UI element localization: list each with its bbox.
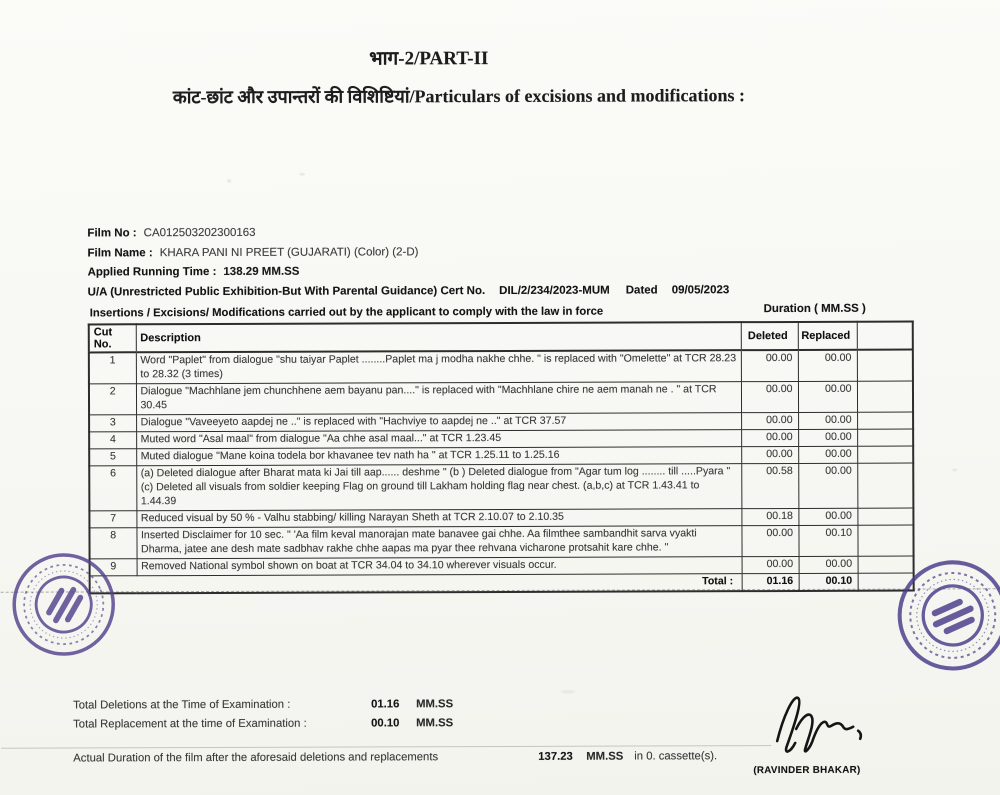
total-deletions-unit: MM.SS [416, 698, 454, 711]
actual-duration-unit: MM.SS [586, 750, 624, 763]
blank-cell [857, 463, 913, 508]
col-header-description: Description [136, 322, 741, 352]
total-replacement-unit: MM.SS [416, 717, 454, 730]
cut-number-cell: 1 [89, 352, 136, 384]
deleted-cell: 00.00 [741, 429, 798, 446]
table-caption: Insertions / Excisions/ Modifications carried out by the applicant to comply with the law in force [89, 305, 604, 320]
deleted-cell: 00.58 [741, 463, 798, 508]
description-cell: Muted word "Asal maal" from dialogue "Aa chhe asal maal..." at TCR 1.23.45 [136, 430, 741, 449]
description-cell: Removed National symbol shown on boat at TCR 34.04 to 34.10 wherever visuals occur. [137, 556, 742, 575]
description-cell: Reduced visual by 50 % - Valhu stabbing/ killing Narayan Sheth at TCR 2.10.07 to 2.10.35 [136, 508, 741, 527]
actual-duration-label: Actual Duration of the film after the aforesaid deletions and replacements [73, 751, 439, 765]
total-deletions-line [73, 698, 573, 719]
scan-noise-speck [952, 468, 957, 471]
total-label: Total : [90, 573, 742, 593]
page-title [0, 43, 859, 72]
cut-number-cell: 9 [90, 558, 137, 575]
col-header-blank [857, 322, 913, 350]
table-row [89, 350, 913, 384]
col-header-cut-no: Cut No. [89, 324, 136, 352]
totals-block [73, 698, 573, 738]
scan-noise-speck [299, 173, 305, 176]
replaced-cell: 00.00 [798, 508, 857, 525]
replaced-cell: 00.00 [798, 412, 857, 429]
cuts-table [88, 321, 915, 594]
deleted-cell: 00.00 [741, 381, 798, 412]
blank-cell [857, 350, 913, 382]
deleted-cell: 00.18 [741, 508, 798, 525]
col-header-replaced: Replaced [798, 322, 857, 350]
blank-cell [857, 412, 913, 429]
cut-number-cell: 8 [89, 527, 136, 558]
deleted-cell: 00.00 [742, 556, 799, 573]
total-deletions-label: Total Deletions at the Time of Examination : [73, 698, 291, 712]
cert-date-value: 09/05/2023 [671, 283, 730, 297]
signature-icon [763, 689, 873, 755]
total-replaced-value: 00.10 [799, 573, 858, 591]
total-replacement-line [73, 717, 573, 738]
description-cell: Dialogue "Machhlane jem chunchhene aem bayanu pan...." is replaced with "Machhlane chire ne aem manah ne . " at TCR 30.45 [136, 382, 741, 415]
blank-cell [857, 525, 913, 556]
table-row [89, 381, 913, 415]
actual-duration-cassette: in 0. cassette(s). [634, 750, 718, 763]
deleted-cell: 00.00 [741, 446, 798, 463]
scan-noise-speck [561, 690, 575, 694]
replaced-cell: 00.00 [798, 350, 857, 382]
table-row [89, 463, 913, 511]
cert-no-value: DIL/2/234/2023-MUM [499, 284, 610, 297]
page-subtitle [0, 83, 919, 110]
replaced-cell: 00.00 [798, 446, 857, 463]
replaced-cell: 00.00 [798, 463, 857, 508]
deleted-cell: 00.00 [741, 412, 798, 429]
cut-number-cell: 7 [89, 510, 136, 527]
film-name-label: Film Name : [87, 246, 153, 260]
blank-cell [857, 446, 913, 463]
replaced-cell: 00.00 [799, 556, 858, 573]
divider-line [1, 745, 771, 749]
cert-label: U/A (Unrestricted Public Exhibition-But With Parental Guidance) Cert No. [87, 284, 486, 299]
blank-cell [857, 508, 913, 525]
description-cell: Muted dialogue "Mane koina todela bor khavanee tev nath ha " at TCR 1.25.11 to 1.25.16 [136, 446, 741, 465]
film-no-label: Film No : [87, 227, 137, 240]
film-meta-block [87, 225, 917, 306]
total-deleted-value: 01.16 [742, 573, 799, 591]
page-subtitle-hindi: कांट-छांट और उपान्तरों की विशिष्टियां [172, 86, 410, 108]
running-time-value: 138.29 MM.SS [223, 265, 300, 279]
cut-number-cell: 5 [89, 449, 136, 466]
blank-cell [857, 429, 913, 446]
film-name-value: KHARA PANI NI PREET (GUJARATI) (Color) (2-D) [159, 245, 419, 259]
total-replacement-value: 00.10 [371, 717, 400, 730]
deleted-cell: 00.00 [741, 350, 798, 382]
description-cell: Word "Paplet" from dialogue "shu taiyar Paplet ........Paplet ma j modha nakhe chhe. " is replaced with "Omelette" at TCR 28.23 to 28.32 (3 times) [136, 350, 741, 384]
description-cell: Inserted Disclaimer for 10 sec. " 'Aa film keval manorajan mate banavee gai chhe. Aa filmthee sambandhit sarva vyakti Dharma, jatee ane desh mate sadbhav rakhe chhe aapas ma pyar thee rehvana vicharone protsahit kare chhe. " [136, 525, 741, 558]
page-title-latin: /PART-II [414, 48, 489, 70]
replaced-cell: 00.00 [798, 381, 857, 412]
cut-number-cell: 3 [89, 415, 136, 432]
description-cell: (a) Deleted dialogue after Bharat mata ki Jai till aap...... deshme " (b ) Deleted dialogue from "Agar tum log ........ till .....Pyara " (c) Deleted all visuals from soldier keeping Flag on ground till Lakham holding flag near chest. (a,b,c) at TCR 1.43.41 to 1.44.39 [136, 463, 741, 510]
signatory-name: (RAVINDER BHAKAR) [753, 764, 861, 777]
table-row [89, 525, 913, 559]
scan-noise-speck [227, 179, 231, 183]
page-subtitle-latin: /Particulars of excisions and modifications : [409, 85, 746, 107]
total-replacement-label: Total Replacement at the time of Examination : [73, 717, 307, 731]
duration-header: Duration ( MM.SS ) [763, 302, 866, 316]
cut-number-cell: 6 [89, 466, 136, 511]
cut-number-cell: 4 [89, 432, 136, 449]
blank-cell [857, 381, 913, 412]
running-time-label: Applied Running Time : [87, 266, 217, 279]
cut-number-cell: 2 [89, 384, 136, 415]
table-header-row [89, 322, 913, 353]
col-header-deleted: Deleted [741, 322, 798, 350]
deleted-cell: 00.00 [741, 525, 798, 556]
film-no-value: CA012503202300163 [143, 226, 256, 240]
actual-duration-value: 137.23 [538, 750, 573, 763]
replaced-cell: 00.10 [798, 525, 857, 556]
dated-label: Dated [625, 284, 658, 297]
replaced-cell: 00.00 [798, 429, 857, 446]
actual-duration-line [73, 750, 773, 764]
page-title-hindi: भाग-2 [369, 48, 415, 70]
total-deletions-value: 01.16 [371, 698, 400, 711]
description-cell: Dialogue "Vaveeyeto aapdej ne .." is replaced with "Hachviye to aapdej ne .." at TCR 37.57 [136, 413, 741, 432]
